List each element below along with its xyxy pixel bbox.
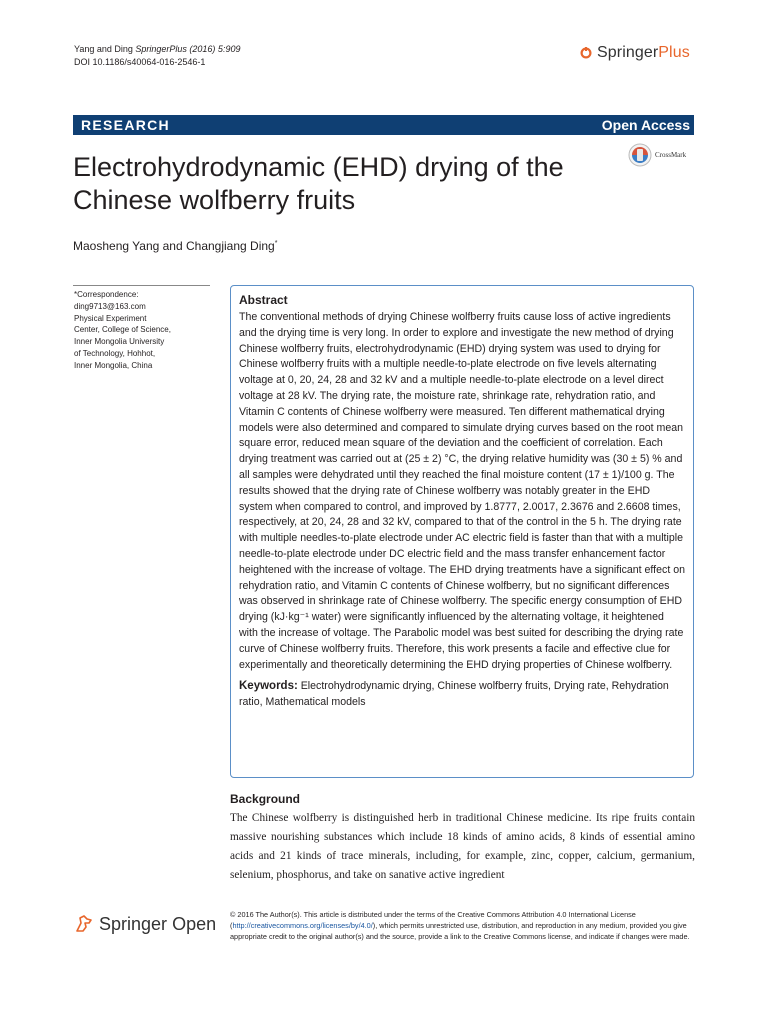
crossmark-badge[interactable] xyxy=(628,143,686,167)
article-title: Electrohydrodynamic (EHD) drying of the Chinese wolfberry fruits xyxy=(73,152,564,215)
article-type-bar xyxy=(73,115,694,135)
abstract-heading: Abstract xyxy=(239,293,288,307)
background-heading: Background xyxy=(230,792,301,806)
springeropen-logo xyxy=(73,913,216,935)
correspondence-divider xyxy=(73,285,210,286)
affiliation-line: Physical Experiment xyxy=(74,313,147,323)
affiliation-line: Inner Mongolia, China xyxy=(74,360,153,370)
authors-names: Maosheng Yang and Changjiang Ding xyxy=(73,239,275,253)
brand-open: Open xyxy=(172,913,217,934)
crossmark-icon xyxy=(628,143,652,167)
correspondence-email[interactable]: ding9713@163.com xyxy=(74,301,146,311)
correspondence-block xyxy=(74,289,214,372)
crossmark-label: CrossMark xyxy=(655,151,687,159)
license-link[interactable]: http://creativecommons.org/licenses/by/4.0/ xyxy=(232,920,373,930)
affiliation-line: Inner Mongolia University xyxy=(74,337,165,347)
abstract-text: The conventional methods of drying Chinese wolfberry fruits cause loss of active ingredients and the drying time is very long. In order to explore and investigate the new method of drying Chinese wolfberry fruits, electrohydrodynamic (EHD) drying system was used to drying for Chinese wolfberry fruits with a multiple needle-to-plate electrode on five levels alternating voltage at 0, 20, 24, 28 and 32 kV and a multiple needle-to-plate electrode on a level direct voltage at 28 kV. The drying rate, the moisture rate, shrinkage rate, rehydration ratio, and Vitamin C contents of Chinese wolfberry were measured. Ten different mathematical drying models were also determined and compared to simulate drying curves based on the root mean square error, reduced mean square of the deviation and the coefficient of correlation. Each drying treatment was carried out at (25 ± 2) °C, the drying relative humidity was (30 ± 5) % and all samples were dehydrated until they reached the final moisture content (17 ± 1)/100 g. The results showed that the drying rate of Chinese wolfberry was notably greater in the EHD system when compared to control, and improved by 1.8777, 2.0017, 2.3676 and 2.6608 times, respectively, at 20, 24, 28 and 32 kV, compared to that of the control in the 5 h. The drying rate with multiple needles-to-plate electrode under AC electric field is faster than that with a multiple needle-to-plate electrode under DC electric field and the mass transfer enhancement factor heightened with the increase of voltage. The EHD drying treatments have a significant effect on rehydration ratio, and Vitamin C contents of Chinese wolfberry, but no significant differences was observed in shrinkage rate of Chinese wolfberry. The specific energy consumption of EHD drying (kJ·kg⁻¹ water) were significantly influenced by the alternating voltage, it heightened with the increase of voltage. The Parabolic model was best suited for describing the drying rate curve of Chinese wolfberry fruits. Therefore, this work presents a facile and effective clue for experimentally and theoretically determining the EHD drying properties of Chinese wolfberry. xyxy=(239,311,685,671)
license-text-pre: © 2016 The Author(s). This article is distributed under the terms of the Creative Commons Attribution 4.0 International License ( xyxy=(230,910,636,930)
brand-plus: Plus xyxy=(658,44,690,61)
correspondence-label: *Correspondence: xyxy=(74,290,139,299)
citation-authors: Yang and Ding xyxy=(74,44,136,54)
license-notice xyxy=(230,910,698,942)
author-asterisk: * xyxy=(274,240,278,247)
article-type-label: RESEARCH xyxy=(81,117,170,133)
brand-springer: Springer xyxy=(597,44,659,61)
open-access-label: Open Access xyxy=(601,117,690,133)
affiliation-line: of Technology, Hohhot, xyxy=(74,348,156,358)
affiliation-line: Center, College of Science, xyxy=(74,325,171,335)
springerplus-logo xyxy=(580,44,690,62)
abstract-box xyxy=(230,285,694,778)
brand-springer: Springer xyxy=(99,913,168,934)
keywords-list: Electrohydrodynamic drying, Chinese wolfberry fruits, Drying rate, Rehydration ratio, Mathematical models xyxy=(239,680,669,709)
citation-line xyxy=(74,43,240,56)
springer-plus-logo-icon xyxy=(580,47,592,59)
springer-horse-icon xyxy=(73,913,95,935)
doi[interactable]: DOI 10.1186/s40064-016-2546-1 xyxy=(74,57,206,67)
springeropen-wordmark xyxy=(99,914,216,935)
background-paragraph: The Chinese wolfberry is distinguished herb in traditional Chinese medicine. Its ripe fruits contain massive nourishing substances which include 18 kinds of amino acids, 8 kinds of essential amino acids and 21 kinds of trace minerals, including, for example, zinc, copper, calcium, germanium, selenium, phosphorus, and take on sanative active ingredient xyxy=(230,812,695,881)
license-text-post: ), which permits unrestricted use, distribution, and reproduction in any medium, provided you give appropriate credit to the original author(s) and the source, provide a link to the Creative Commons license, and indicate if changes were made. xyxy=(230,920,690,941)
keywords-label: Keywords: xyxy=(239,680,298,693)
springerplus-wordmark xyxy=(597,44,690,62)
keywords xyxy=(239,679,685,711)
citation-journal: SpringerPlus (2016) 5:909 xyxy=(135,44,241,54)
citation-block xyxy=(74,43,240,69)
author-list xyxy=(73,239,277,253)
